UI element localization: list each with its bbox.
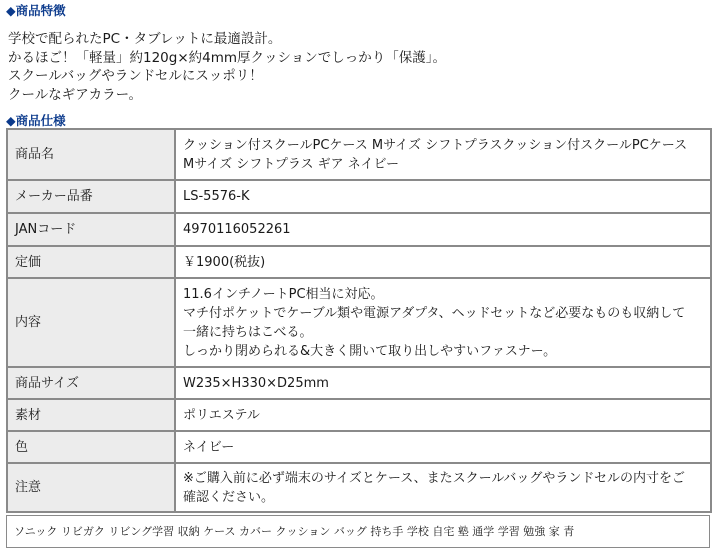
specs-heading: ◆商品仕様 <box>6 113 66 128</box>
spec-label: 注意 <box>7 463 175 512</box>
spec-row-jan-code <box>7 213 711 246</box>
spec-value: ￥1900(税抜) <box>175 246 711 278</box>
spec-label: 内容 <box>7 278 175 367</box>
spec-label: 定価 <box>7 246 175 278</box>
spec-row-size <box>7 367 711 399</box>
feature-line: かるほご！「軽量」約120g×約4mm厚クッションでしっかり「保護」。 <box>8 49 447 66</box>
spec-value <box>175 129 711 180</box>
spec-row-caution <box>7 463 711 512</box>
spec-value-line: Mサイズ シフトプラス ギア ネイビー <box>183 156 400 172</box>
spec-value-line: クッション付スクールPCケース Mサイズ シフトプラスクッション付スクールPCケース <box>183 137 688 153</box>
feature-line: スクールバッグやランドセルにスッポリ！ <box>8 68 263 85</box>
spec-value: LS-5576-K <box>175 180 711 213</box>
spec-value-line: ※ご購入前に必ず端末のサイズとケース、またスクールバッグやランドセルの内寸をご <box>183 470 686 486</box>
spec-row-contents <box>7 278 711 367</box>
keywords-box: ソニック リビガク リビング学習 収納 ケース カバー クッション バッグ 持ち手 学校 自宅 塾 通学 学習 勉強 家 青 <box>6 515 710 548</box>
feature-line: 学校で配られたPC・タブレットに最適設計。 <box>8 31 282 47</box>
spec-value <box>175 278 711 367</box>
spec-value-line: しっかり閉められる&大きく開いて取り出しやすいファスナー。 <box>183 343 557 359</box>
spec-table <box>6 128 712 513</box>
spec-value-line: 一緒に持ちはこべる。 <box>183 324 313 340</box>
spec-value-line: 確認ください。 <box>183 489 275 505</box>
spec-label: JANコード <box>7 213 175 246</box>
spec-value: W235×H330×D25mm <box>175 367 711 399</box>
spec-row-price <box>7 246 711 278</box>
spec-row-color <box>7 431 711 463</box>
spec-row-product-name <box>7 129 711 180</box>
spec-value: 4970116052261 <box>175 213 711 246</box>
spec-label: 商品名 <box>7 129 175 180</box>
features-heading: ◆商品特徴 <box>6 3 66 18</box>
spec-value: ネイビー <box>175 431 711 463</box>
spec-label: 色 <box>7 431 175 463</box>
spec-label: メーカー品番 <box>7 180 175 213</box>
features-list <box>8 30 446 104</box>
spec-value-line: マチ付ポケットでケーブル類や電源アダプタ、ヘッドセットなど必要なものも収納して <box>183 305 686 321</box>
spec-row-model-number <box>7 180 711 213</box>
spec-label: 商品サイズ <box>7 367 175 399</box>
spec-value: ポリエステル <box>175 399 711 431</box>
spec-row-material <box>7 399 711 431</box>
feature-line: クールなギアカラー。 <box>8 86 143 103</box>
spec-value <box>175 463 711 512</box>
spec-value-line: 11.6インチノートPC相当に対応。 <box>183 286 384 302</box>
spec-label: 素材 <box>7 399 175 431</box>
